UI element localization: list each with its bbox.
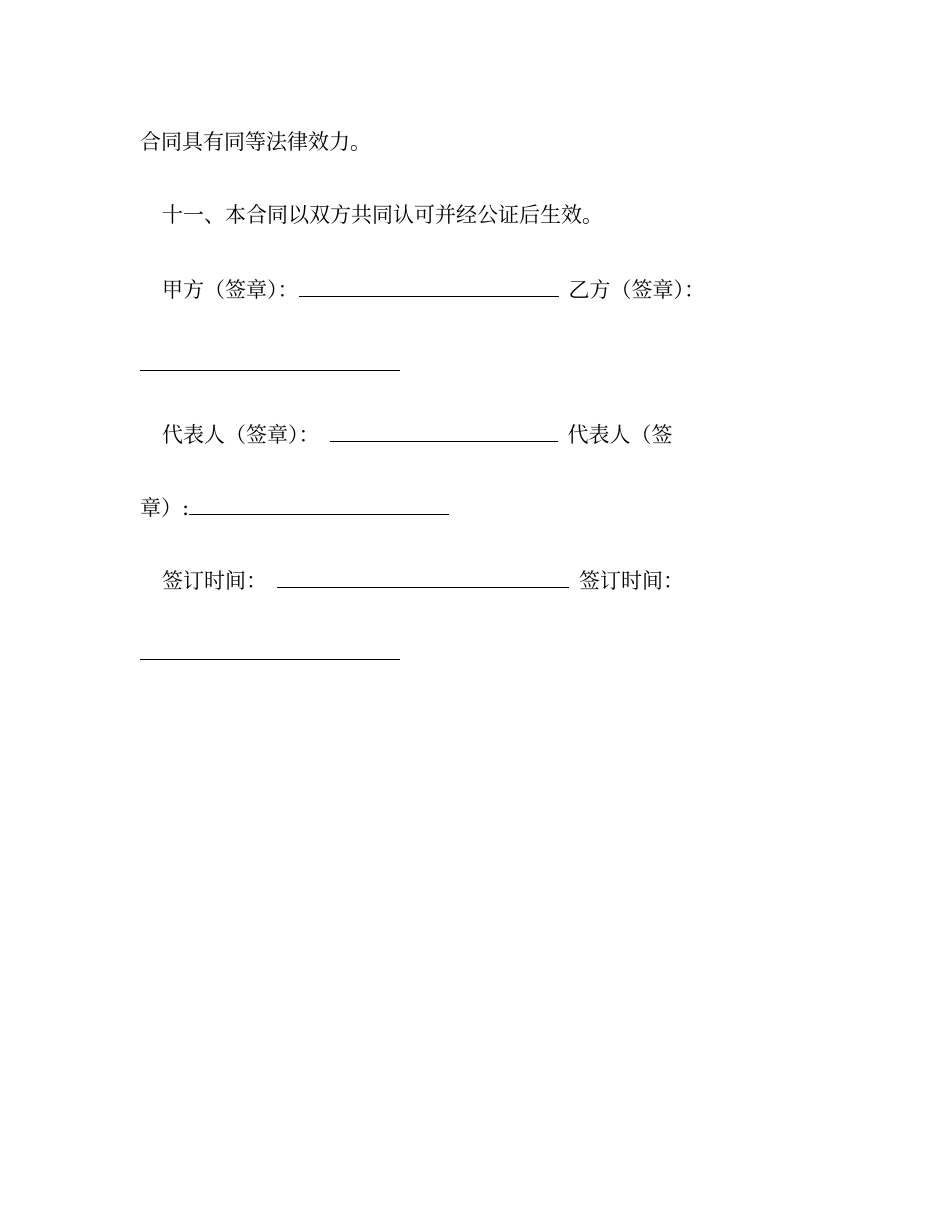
date-row [140,567,684,595]
date-a-label: 签订时间： [162,569,267,593]
rep-b-signature-row [140,494,449,522]
rep-b-label-part2: 章）: [140,496,190,520]
party-a-signature-blank [299,276,559,297]
party-b-signature-blank [140,350,400,371]
party-signature-row [140,276,705,304]
clause-11-text: 十一、本合同以双方共同认可并经公证后生效。 [162,203,603,227]
rep-b-label-part1: 代表人（签 [567,423,673,447]
continuation-text: 合同具有同等法律效力。 [140,130,371,154]
date-a-blank [277,567,569,588]
date-b-blank [140,639,400,660]
representative-signature-row [140,421,673,449]
date-b-row [140,639,400,667]
party-b-signature-row [140,350,400,378]
rep-b-signature-blank [189,494,449,515]
rep-a-signature-blank [330,421,558,442]
party-b-label: 乙方（签章）： [568,278,705,302]
date-b-label: 签订时间： [579,569,684,593]
continuation-line [140,128,371,156]
rep-a-label: 代表人（签章）： [162,423,320,447]
clause-11 [140,201,603,229]
party-a-label: 甲方（签章）： [162,278,299,302]
